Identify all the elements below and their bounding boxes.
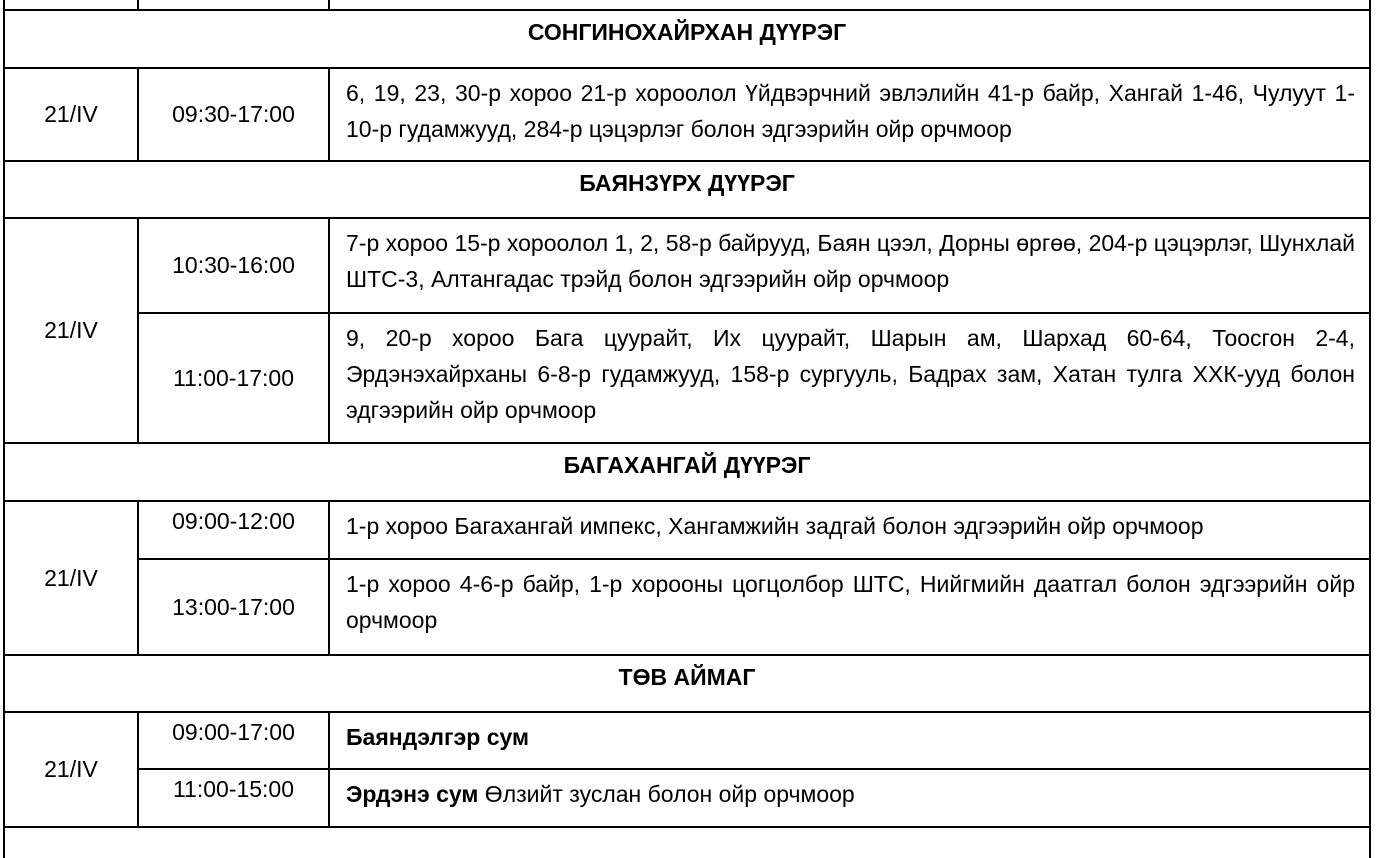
time-cell: 09:00-17:00	[139, 713, 330, 768]
description-cell	[330, 770, 1369, 826]
date-cell: 21/IV	[5, 713, 139, 826]
table-row	[139, 502, 1369, 560]
date-cell	[5, 0, 139, 9]
description-cell	[330, 713, 1369, 768]
section-group-songinokhairkhan	[3, 69, 1371, 162]
description-cell	[330, 0, 1369, 9]
description-cell: 6, 19, 23, 30-р хороо 21-р хороолол Үйдвэрчний эвлэлийн 41-р байр, Хангай 1-46, Чулуут 1-10-р гудамжууд, 284-р цэцэрлэг болон эдгээрийн ойр орчмоор	[346, 80, 1355, 142]
date-cell: 21/IV	[5, 219, 139, 442]
time-cell: 09:00-12:00	[139, 502, 330, 558]
section-title: ТӨВ АЙМАГ	[618, 664, 756, 690]
description-text: Өлзийт зуслан болон ойр орчмоор	[478, 781, 855, 807]
table-row-partial-top	[3, 0, 1371, 11]
section-group-bayanzurkh	[3, 219, 1371, 444]
table-row	[139, 69, 1369, 160]
description-cell: 1-р хороо Багахангай импекс, Хангамжийн задгай болон эдгээрийн ойр орчмоор	[346, 513, 1204, 539]
section-header-partial-bottom	[3, 828, 1371, 858]
section-header-bagakhangai	[3, 444, 1371, 502]
section-title: БАЯНЗҮРХ ДҮҮРЭГ	[579, 170, 795, 196]
section-header-bayanzurkh	[3, 162, 1371, 219]
sum-name: Эрдэнэ сум	[346, 781, 479, 807]
table-row	[139, 219, 1369, 314]
table-row	[139, 314, 1369, 442]
time-cell: 11:00-15:00	[139, 770, 330, 826]
table-row	[139, 560, 1369, 654]
time-cell	[139, 0, 330, 9]
section-header-tuv-aimag	[3, 656, 1371, 713]
time-cell: 10:30-16:00	[139, 219, 330, 312]
section-title: СОНГИНОХАЙРХАН ДҮҮРЭГ	[527, 19, 847, 45]
time-cell: 13:00-17:00	[139, 560, 330, 654]
table-row	[139, 713, 1369, 770]
date-cell: 21/IV	[5, 502, 139, 654]
section-group-tuv-aimag	[3, 713, 1371, 828]
section-group-bagakhangai	[3, 502, 1371, 656]
time-cell: 11:00-17:00	[139, 314, 330, 442]
date-cell: 21/IV	[5, 69, 139, 160]
time-cell: 09:30-17:00	[139, 69, 330, 160]
sum-name: Баяндэлгэр сум	[346, 724, 529, 750]
section-title: БАГАХАНГАЙ ДҮҮРЭГ	[563, 452, 811, 478]
section-header-songinokhairkhan	[3, 11, 1371, 69]
description-cell: 7-р хороо 15-р хороолол 1, 2, 58-р байрууд, Баян цээл, Дорны өргөө, 204-р цэцэрлэг, Шунхлай ШТС-3, Алтангадас трэйд болон эдгээрийн ойр орчмоор	[346, 230, 1355, 292]
table-row	[139, 770, 1369, 826]
outage-schedule-table	[3, 0, 1371, 858]
description-cell: 9, 20-р хороо Бага цуурайт, Их цуурайт, Шарын ам, Шархад 60-64, Тоосгон 2-4, Эрдэнэхайрханы 6-8-р гудамжууд, 158-р сургууль, Бадрах зам, Хатан тулга ХХК-ууд болон эдгээрийн ойр орчмоор	[346, 325, 1355, 423]
description-cell: 1-р хороо 4-6-р байр, 1-р хорооны цогцолбор ШТС, Нийгмийн даатгал болон эдгээрийн ойр орчмоор	[346, 571, 1355, 633]
